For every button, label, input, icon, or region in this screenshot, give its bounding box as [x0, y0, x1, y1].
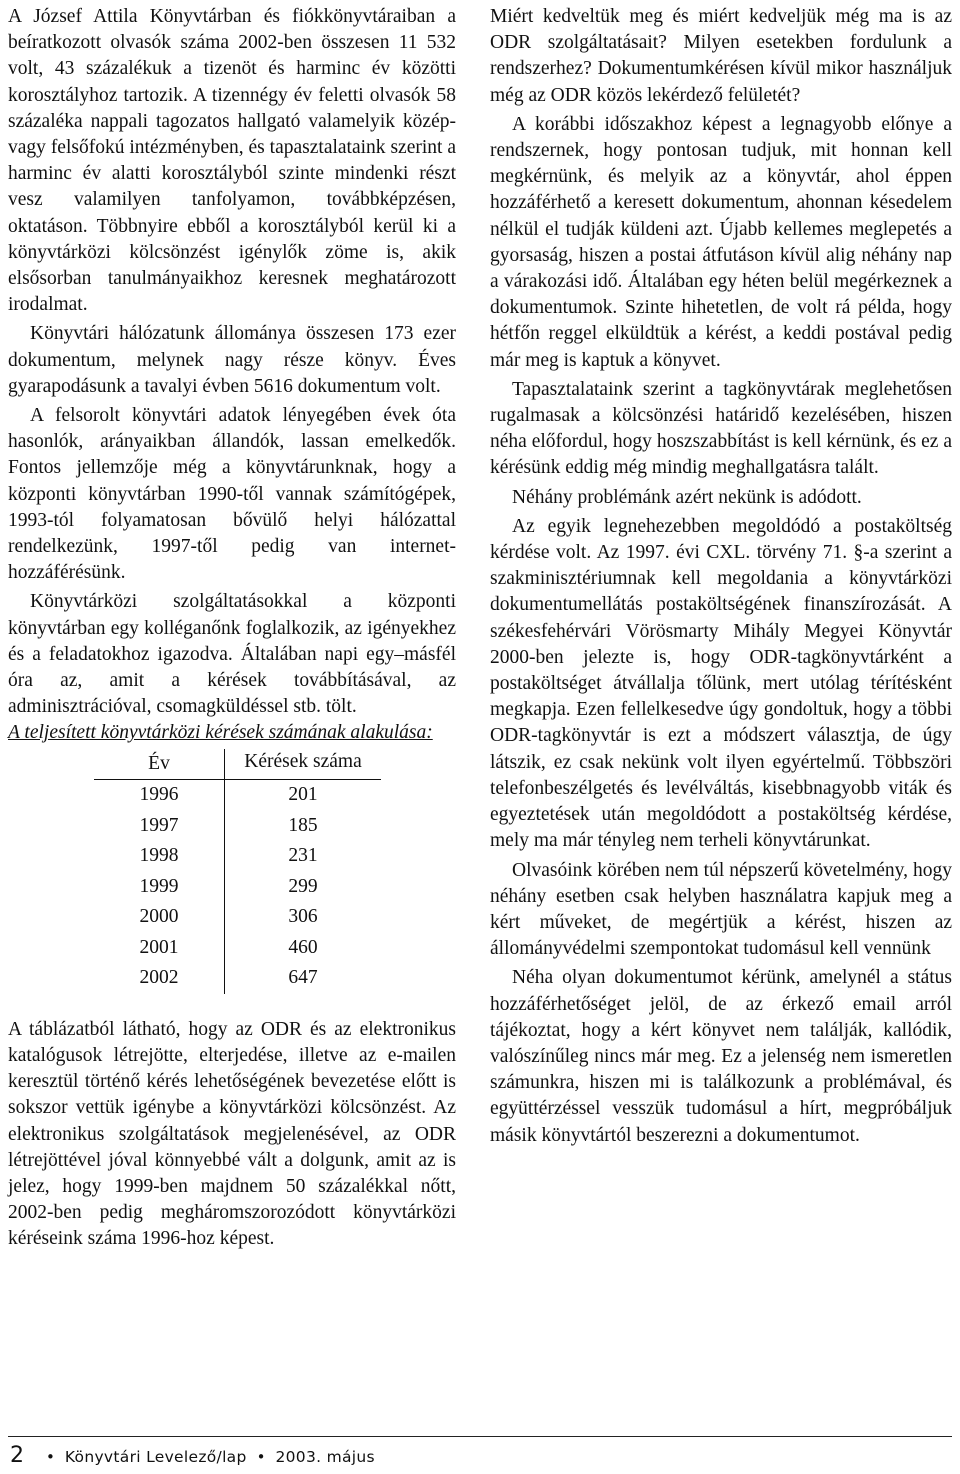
year-cell: 1997 [94, 811, 225, 842]
table-row [94, 902, 381, 933]
paragraph: Néha olyan dokumentumot kérünk, amelynél a státus hozzáférhetőséget jelöl, de az érkező email arról tájékoztat, hogy a kért könyvet nem találják, kallódik, valószínűleg nincs már meg. Ez a jelenség nem ismeretlen számunkra, hiszen mi is találkozunk a problémával, és együttérzéssel vesszük tudomásul a hírt, megpróbáljuk másik könyvtártól beszerezni a dokumentumot. [490, 967, 952, 1146]
table-row [94, 963, 381, 994]
count-cell: 460 [288, 936, 318, 958]
requests-table-wrapper [8, 749, 456, 1017]
year-cell: 2000 [94, 902, 225, 933]
year-cell: 1999 [94, 872, 225, 903]
requests-table [94, 749, 381, 994]
paragraph: Könyvtárközi szolgáltatásokkal a központi könyvtárban egy kolléganőnk foglalkozik, az igényekhez és a feladatokhoz igazodva. Általában napi egy–másfél óra az, amit a kérések továbbításával, az adminisztrációval, csomagküldéssel stb. tölt. [8, 591, 456, 718]
page-number: 2 [10, 1443, 24, 1468]
bullet-icon: • [256, 1448, 266, 1466]
count-cell: 231 [288, 845, 318, 867]
count-cell: 306 [288, 906, 318, 928]
table-header-row [94, 749, 381, 780]
paragraph: Olvasóink körében nem túl népszerű követelmény, hogy néhány esetben csak helyben használatra kapjuk meg a kért műveket, de megértjük a kérést, hiszen az állományvédelmi szempontokat tudomásul kell vennünk [490, 859, 952, 960]
paragraph: Könyvtári hálózatunk állománya összesen 173 ezer dokumentum, melynek nagy része könyv. Éves gyarapodásunk a tavalyi évben 5616 dokumentum volt. [8, 323, 456, 397]
count-cell: 185 [288, 814, 318, 836]
count-cell: 201 [288, 784, 318, 806]
table-caption: A teljesített könyvtárközi kérések számának alakulása: [8, 722, 433, 744]
paragraph: Miért kedveltük meg és miért kedveljük még ma is az ODR szolgáltatásait? Milyen esetekben fordulunk a rendszerhez? Dokumentumkérésen kívül mikor használjuk még az ODR közös lekérdező felületét? [490, 6, 952, 106]
paragraph: Tapasztalataink szerint a tagkönyvtárak meglehetősen rugalmasak a kölcsönzési határidő kezelésében, hiszen néha előfordul, hogy hoszszabbítást is kell kérnünk, és ez a kérésünk eddig még mindig meghallgatásra talált. [490, 378, 952, 479]
column-header-requests: Kérések száma [244, 750, 362, 772]
paragraph: Az egyik legnehezebben megoldódó a postaköltség kérdése volt. Az 1997. évi CXL. törvény 71. §-a szerint a szakminisztériumnak kell megoldania a könyvtárközi dokumentumellátás postaköltségének finanszírozását. A székesfehérvári Vörösmarty Mihály Megyei Könyvtár 2000-ben jelezte is, hogy ODR-tagkönyvtárként a postaköltséget átvállalja tőlünk, mert utólag térítésként megkapja. Ezen fellelkesedve úgy gondoltuk, hogy a többi ODR-tagkönyvtár is ezt a módszert választja, de úgy látszik, ez csak nekünk volt ilyen egyértelmű. Többszöri telefonbeszélgetés és levélváltás, kisebbnagyobb viták és egyeztetések után megoldódott a postaköltség kérdése, mely ma már tényleg nem terheli könyvtárunkat. [490, 515, 952, 852]
table-row [94, 872, 381, 903]
issue-date: 2003. május [275, 1448, 375, 1466]
year-cell: 2001 [94, 933, 225, 964]
year-cell: 1998 [94, 841, 225, 872]
paragraph: A József Attila Könyvtárban és fiókkönyvtáraiban a beíratkozott olvasók száma 2002-ben összesen 11 532 volt, 43 százalékuk a tizenöt és harminc év közötti korosztályhoz tartozik. A tizennégy év feletti olvasók 58 százaléka nappali tagozatos hallgató valamelyik közép- vagy felsőfokú intézményben, és tapasztalataink szerint a harminc év alatti korosztályból szinte mindenki részt vesz valamilyen tanfolyamon, továbbképzésen, oktatáson. Többnyire ebből a korosztályból kerül ki a könyvtárközi kölcsönzést igénylők zöme is, akik elsősorban tanulmányaikhoz keresnek meghatározott irodalmat. [8, 6, 456, 316]
table-row [94, 780, 381, 811]
paragraph: Néhány problémánk azért nekünk is adódott. [512, 486, 862, 508]
bullet-icon: • [46, 1448, 55, 1466]
year-cell: 1996 [94, 780, 225, 811]
paragraph: A táblázatból látható, hogy az ODR és az elektronikus katalógusok létrejötte, elterjedése, illetve az e-mailen keresztül történő kérés lehetőségének bevezetése előtt is sokszor vettük igénybe a könyvtárközi kölcsönzést. Az elektronikus szolgáltatások megjelenésével, az ODR létrejöttével jóval könnyebbé vált a dolgunk, amit az is jelez, hogy 1999-ben majdnem 50 százalékkal nőtt, 2002-ben pedig megháromszorozódott könyvtárközi kéréseink száma 1996-hoz képest. [8, 1018, 456, 1250]
journal-title: Könyvtári Levelező/lap [64, 1448, 247, 1466]
paragraph: A felsorolt könyvtári adatok lényegében évek óta hasonlók, arányaikban állandók, lassan emelkedők. Fontos jellemzője még a könyvtárunknak, hogy a központi könyvtárban 1990-től vannak számítógépek, 1993-tól folyamatosan bővülő helyi hálózattal rendelkezünk, 1997-től pedig van internet-hozzáférésünk. [8, 405, 456, 584]
count-cell: 299 [288, 875, 318, 897]
paragraph: A korábbi időszakhoz képest a legnagyobb előnye a rendszernek, hogy pontosan tudjuk, mit honnan kell megkérnünk, és melyik az a könyvtár, ahol éppen hozzáférhető a keresett dokumentum, ahonnan késedelem nélkül el tudják küldeni azt. Újabb kellemes meglepetés a gyorsaság, hiszen a postai átfutáson kívül alig néhány nap a várakozási idő. Általában egy héten belül megérkeznek a dokumentumok. Szinte hihetetlen, de volt rá példa, hogy hétfőn reggel elküldtük a kérést, a keddi postával pedig már meg is kaptuk a könyvet. [490, 113, 952, 371]
table-row [94, 811, 381, 842]
table-row [94, 841, 381, 872]
footer-divider [8, 1436, 952, 1437]
table-row [94, 933, 381, 964]
column-header-year: Év [94, 749, 225, 780]
year-cell: 2002 [94, 963, 225, 994]
right-column [490, 4, 952, 1149]
count-cell: 647 [288, 967, 318, 989]
page-footer [10, 1443, 375, 1468]
left-column [8, 4, 456, 1253]
